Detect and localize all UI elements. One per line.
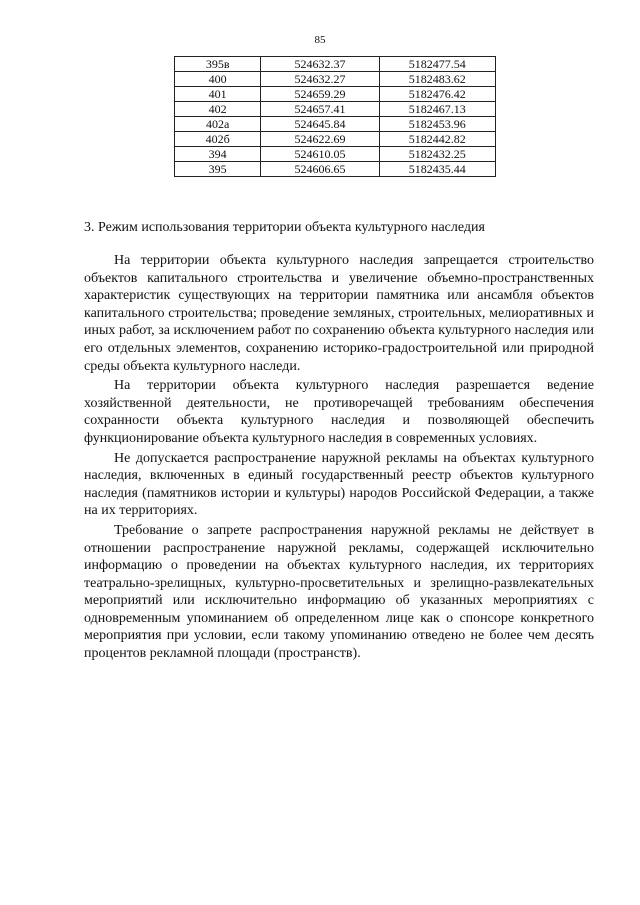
table-row <box>175 147 496 162</box>
y-coordinate-cell: 5182432.25 <box>379 147 495 162</box>
coordinates-table-body <box>175 57 496 177</box>
point-number-cell: 402б <box>175 132 261 147</box>
paragraph: Не допускается распространение наружной рекламы на объектах культурного наследия, включенных в единый государственный реестр объектов культурного наследия (памятников истории и культуры) народов Российской Федерации, а также на их территориях. <box>84 450 594 519</box>
coordinates-table <box>174 56 496 177</box>
page-number: 85 <box>314 34 326 46</box>
point-number-cell: 402 <box>175 102 261 117</box>
y-coordinate-cell: 5182467.13 <box>379 102 495 117</box>
point-number-cell: 402а <box>175 117 261 132</box>
paragraph: На территории объекта культурного наследия запрещается строительство объектов капитального строительства и увеличение объемно-пространственных характеристик существующих на территории памятника или ансамбля объектов капитального строительства; проведение земляных, строительных, мелиоративных и иных работ, за исключением работ по сохранению объекта культурного наследия или его отдельных элементов, сохранению историко-градостроительной или природной среды объекта культурного наследи. <box>84 253 594 374</box>
table-row <box>175 162 496 177</box>
table-row <box>175 57 496 72</box>
x-coordinate-cell: 524632.37 <box>261 57 379 72</box>
y-coordinate-cell: 5182483.62 <box>379 72 495 87</box>
x-coordinate-cell: 524606.65 <box>261 162 379 177</box>
table-row <box>175 72 496 87</box>
point-number-cell: 395в <box>175 57 261 72</box>
table-row <box>175 102 496 117</box>
table-row <box>175 132 496 147</box>
table-row <box>175 117 496 132</box>
y-coordinate-cell: 5182435.44 <box>379 162 495 177</box>
paragraph: Требование о запрете распространения наружной рекламы не действует в отношении распространение наружной рекламы, содержащей исключительно информацию о проведении на объектах культурного наследия, их территориях театрально-зрелищных, культурно-просветительных и зрелищно-развлекательных мероприятий или исключительно информацию об указанных мероприятиях с одновременным упоминанием об определенном лице как о спонсоре конкретного мероприятия при условии, если такому упоминанию отведено не более чем десять процентов рекламной площади (пространств). <box>84 522 594 662</box>
x-coordinate-cell: 524657.41 <box>261 102 379 117</box>
y-coordinate-cell: 5182476.42 <box>379 87 495 102</box>
x-coordinate-cell: 524632.27 <box>261 72 379 87</box>
x-coordinate-cell: 524610.05 <box>261 147 379 162</box>
table-row <box>175 87 496 102</box>
point-number-cell: 401 <box>175 87 261 102</box>
section-body <box>84 252 594 665</box>
x-coordinate-cell: 524622.69 <box>261 132 379 147</box>
point-number-cell: 395 <box>175 162 261 177</box>
y-coordinate-cell: 5182442.82 <box>379 132 495 147</box>
point-number-cell: 400 <box>175 72 261 87</box>
y-coordinate-cell: 5182453.96 <box>379 117 495 132</box>
y-coordinate-cell: 5182477.54 <box>379 57 495 72</box>
point-number-cell: 394 <box>175 147 261 162</box>
paragraph: На территории объекта культурного наследия разрешается ведение хозяйственной деятельности, не противоречащей требованиям обеспечения сохранности объекта культурного наследия и позволяющей обеспечить функционирование объекта культурного наследия в современных условиях. <box>84 378 594 446</box>
x-coordinate-cell: 524659.29 <box>261 87 379 102</box>
section-heading: 3. Режим использования территории объекта культурного наследия <box>84 220 485 235</box>
x-coordinate-cell: 524645.84 <box>261 117 379 132</box>
